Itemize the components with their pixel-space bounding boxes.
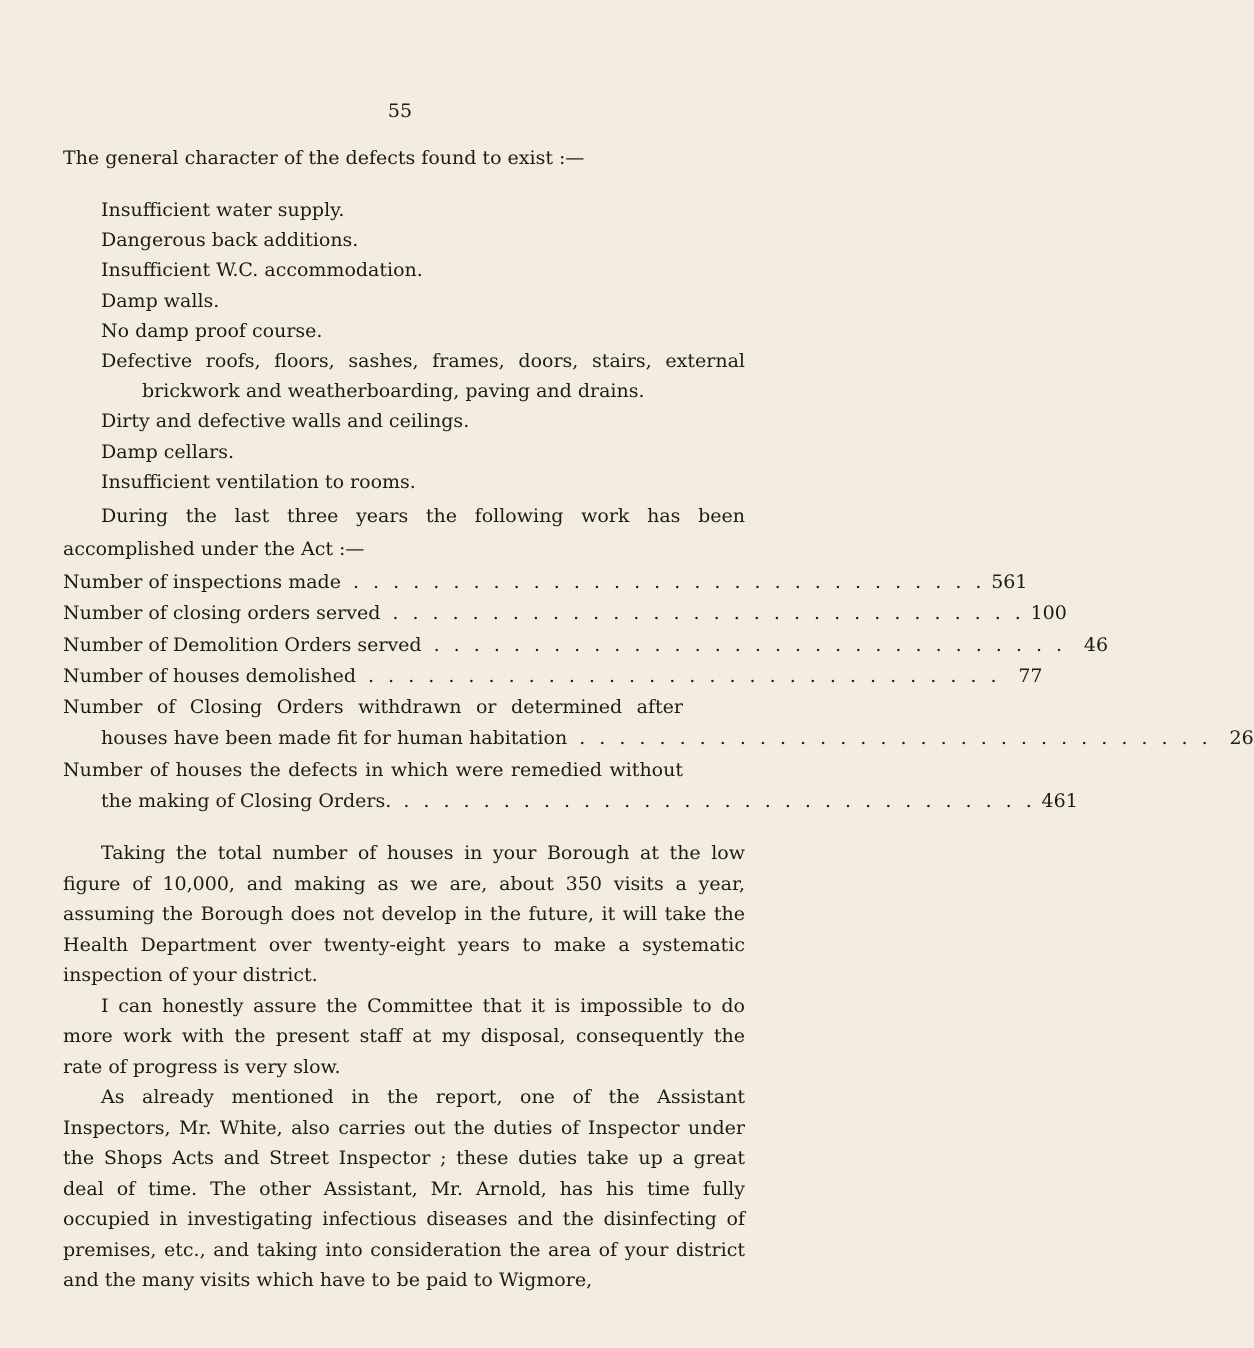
stat-value: 26 xyxy=(1229,727,1254,750)
stat-value: 561 xyxy=(991,571,1028,593)
defect-item: Defective roofs, floors, sashes, frames, doors, stairs, external brickwork and weatherboarding, paving and drains. xyxy=(101,350,745,403)
defect-item: Insufficient ventilation to rooms. xyxy=(101,470,416,493)
leader-dots: . . . . . . . . . . . . . . . . . . . . . . . . . . . . . . . . xyxy=(392,602,1025,625)
accomplished-text: During the last three years the following work has been accomplished under the Act :— xyxy=(63,505,745,560)
body-paragraph: Taking the total number of houses in your Borough at the low figure of 10,000, and making as we are, about 350 visits a year, assuming the Borough does not develop in the future, it will take the Health Department over twenty-eight years to make a systematic inspection of your district. xyxy=(63,842,745,986)
stat-label: Number of Closing Orders withdrawn or determined after xyxy=(63,696,683,719)
stat-row-continuation xyxy=(63,723,1254,754)
stat-label: Number of houses the defects in which were remedied without xyxy=(63,758,683,781)
defect-item: Damp cellars. xyxy=(101,440,235,463)
page-number: 55 xyxy=(387,100,413,122)
body-paragraph: As already mentioned in the report, one of the Assistant Inspectors, Mr. White, also carries out the duties of Inspector under the Shops Acts and Street Inspector ; these duties take up a great deal of time. The other Assistant, Mr. Arnold, has his time fully occupied in investigating infectious diseases and the disinfecting of premises, etc., and taking into consideration the area of your district and the many visits which have to be paid to Wigmore, xyxy=(63,1086,745,1291)
body-paragraph: I can honestly assure the Committee that it is impossible to do more work with the present staff at my disposal, consequently the rate of progress is very slow. xyxy=(63,994,745,1078)
defects-list xyxy=(101,195,745,497)
stat-row-continuation xyxy=(63,786,1078,817)
stat-row xyxy=(63,692,683,723)
leader-dots: . . . . . . . . . . . . . . . . . . . . . . . . . . . . . . . . xyxy=(368,664,1001,687)
defect-item: Insufficient W.C. accommodation. xyxy=(101,259,423,282)
leader-dots: . . . . . . . . . . . . . . . . . . . . . . . . . . . . . . . . xyxy=(352,571,986,593)
body-paragraphs xyxy=(63,838,745,1296)
stat-label: Number of Demolition Orders served xyxy=(63,633,422,656)
stat-label: Number of inspections made xyxy=(63,571,341,593)
accomplished-paragraph xyxy=(63,500,745,566)
stat-value: 100 xyxy=(1030,602,1067,625)
stat-value: 461 xyxy=(1041,790,1078,813)
defect-item: Damp walls. xyxy=(101,289,220,312)
stat-label-continued: houses have been made fit for human habitation xyxy=(101,727,568,750)
stat-value: 46 xyxy=(1083,633,1109,656)
stat-row xyxy=(63,567,1028,598)
stat-value: 77 xyxy=(1018,664,1043,687)
stat-row xyxy=(63,661,1043,692)
stat-row xyxy=(63,630,1109,661)
leader-dots: . . . . . . . . . . . . . . . . . . . . . . . . . . . . . . . . xyxy=(433,633,1067,656)
statistics-table xyxy=(63,567,1254,817)
stat-label-continued: the making of Closing Orders. xyxy=(101,790,392,813)
leader-dots: . . . . . . . . . . . . . . . . . . . . . . . . . . . . . . . . xyxy=(403,790,1036,813)
defect-item: Dangerous back additions. xyxy=(101,229,359,252)
stat-label: Number of houses demolished xyxy=(63,664,357,687)
defect-item: Dirty and defective walls and ceilings. xyxy=(101,410,470,433)
defect-item: Insufficient water supply. xyxy=(101,199,345,221)
leader-dots: . . . . . . . . . . . . . . . . . . . . . . . . . . . . . . . . xyxy=(579,727,1212,750)
stat-row xyxy=(63,598,1067,629)
intro-line: The general character of the defects found to exist :— xyxy=(63,147,585,169)
defect-item: No damp proof course. xyxy=(101,319,323,342)
stat-label: Number of closing orders served xyxy=(63,602,381,625)
stat-row xyxy=(63,755,683,786)
